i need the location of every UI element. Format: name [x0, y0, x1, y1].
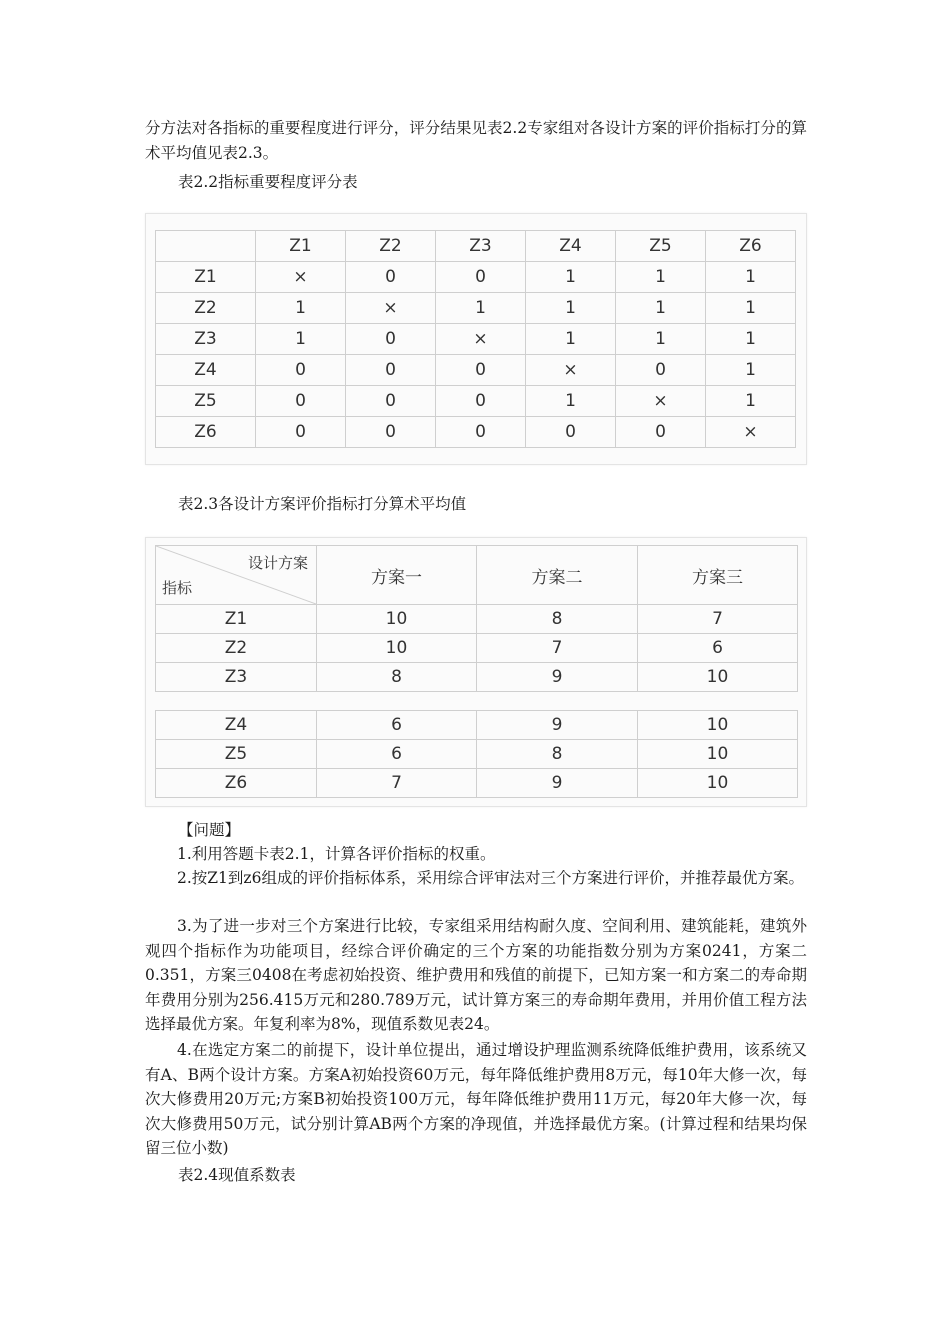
table-cell: 0 — [346, 386, 436, 417]
table-cell: 0 — [436, 417, 526, 448]
table22-corner-cell — [156, 231, 256, 262]
table-cell: × — [616, 386, 706, 417]
row-label-cell: Z1 — [156, 605, 317, 634]
scheme-score-table-lower — [155, 710, 798, 798]
question-4: 4.在选定方案二的前提下，设计单位提出，通过增设护理监测系统降低维护费用，该系统又有A、B两个设计方案。方案A初始投资60万元，每年降低维护费用8万元，每10年大修一次，每次大修费用20万元;方案B初始投资100万元，每年降低维护费用11万元，每20年大修一次，每次大修费用50万元，试分别计算AB两个方案的净现值，并选择最优方案。(计算过程和结果均保留三位小数) — [145, 1041, 807, 1157]
table-cell: 1 — [616, 293, 706, 324]
row-label-cell: Z1 — [156, 262, 256, 293]
table-cell: 7 — [477, 634, 638, 663]
question-3: 3.为了进一步对三个方案进行比较，专家组采用结构耐久度、空间利用、建筑能耗，建筑外观四个指标作为功能项目，经综合评价确定的三个方案的功能指数分别为方案0241，方案二0.351，方案三0408在考虑初始投资、维护费用和残值的前提下，已知方案一和方案二的寿命期年费用分别为256.415万元和280.789万元，试计算方案三的寿命期年费用，并用价值工程方法选择最优方案。年复利率为8%，现值系数见表24。 — [145, 917, 807, 1033]
table22-header-cell: Z4 — [526, 231, 616, 262]
importance-score-table — [155, 230, 796, 448]
table-cell: 1 — [616, 262, 706, 293]
table23-corner-cell — [156, 546, 317, 605]
table-cell: 10 — [638, 663, 798, 692]
question-2: 2.按Z1到z6组成的评价指标体系，采用综合评审法对三个方案进行评价，并推荐最优方案。 — [177, 869, 804, 887]
scheme-score-table-upper — [155, 545, 798, 692]
table-cell: 0 — [436, 386, 526, 417]
header-scheme-3: 方案三 — [638, 546, 798, 605]
row-label-cell: Z4 — [156, 711, 317, 740]
table-cell: 1 — [706, 293, 796, 324]
table-row — [156, 417, 796, 448]
table-row — [156, 711, 798, 740]
table-cell: 1 — [706, 262, 796, 293]
row-label-cell: Z2 — [156, 293, 256, 324]
row-label-cell: Z4 — [156, 355, 256, 386]
table-cell: 9 — [477, 769, 638, 798]
table-cell: 0 — [526, 417, 616, 448]
table-cell: 9 — [477, 663, 638, 692]
table-cell: 0 — [256, 386, 346, 417]
question-1: 1.利用答题卡表2.1，计算各评价指标的权重。 — [177, 845, 496, 863]
table-row — [156, 355, 796, 386]
row-label-cell: Z3 — [156, 663, 317, 692]
table-cell: 1 — [526, 386, 616, 417]
table-cell: 10 — [638, 769, 798, 798]
row-label-cell: Z6 — [156, 417, 256, 448]
table-cell: 7 — [638, 605, 798, 634]
corner-label-scheme: 设计方案 — [247, 554, 308, 572]
table22-header-cell: Z3 — [436, 231, 526, 262]
table-cell: 0 — [616, 355, 706, 386]
table-row — [156, 634, 798, 663]
table-cell: 1 — [706, 324, 796, 355]
table-row — [156, 293, 796, 324]
table-cell: 0 — [256, 417, 346, 448]
row-label-cell: Z5 — [156, 386, 256, 417]
row-label-cell: Z3 — [156, 324, 256, 355]
table-cell: 8 — [477, 605, 638, 634]
table-cell: 10 — [317, 634, 477, 663]
table-cell: 0 — [436, 262, 526, 293]
table23-header-row — [156, 546, 798, 605]
table-row — [156, 740, 798, 769]
table-cell: 6 — [317, 711, 477, 740]
table-cell: 1 — [256, 293, 346, 324]
table-cell: 1 — [616, 324, 706, 355]
table-cell: 0 — [346, 324, 436, 355]
table-row — [156, 324, 796, 355]
table22-header-cell: Z5 — [616, 231, 706, 262]
table-cell: 1 — [526, 293, 616, 324]
table-cell: 1 — [436, 293, 526, 324]
row-label-cell: Z2 — [156, 634, 317, 663]
table-row — [156, 386, 796, 417]
table-cell: 0 — [256, 355, 346, 386]
table-cell: × — [256, 262, 346, 293]
header-scheme-1: 方案一 — [317, 546, 477, 605]
table-cell: 1 — [256, 324, 346, 355]
table-cell: 0 — [346, 355, 436, 386]
intro-paragraph: 分方法对各指标的重要程度进行评分，评分结果见表2.2专家组对各设计方案的评价指标打分的算术平均值见表2.3。 — [145, 119, 807, 162]
table-cell: 10 — [638, 740, 798, 769]
table-cell: 1 — [706, 386, 796, 417]
table22-caption: 表2.2指标重要程度评分表 — [178, 173, 358, 191]
table22-header-cell: Z6 — [706, 231, 796, 262]
row-label-cell: Z6 — [156, 769, 317, 798]
table-cell: 0 — [436, 355, 526, 386]
table-row — [156, 769, 798, 798]
row-label-cell: Z5 — [156, 740, 317, 769]
questions-heading: 【问题】 — [178, 821, 241, 839]
table-cell: 0 — [616, 417, 706, 448]
table22-header-cell: Z1 — [256, 231, 346, 262]
table-cell: × — [346, 293, 436, 324]
table-row — [156, 605, 798, 634]
table-cell: 7 — [317, 769, 477, 798]
corner-label-indicator: 指标 — [162, 579, 193, 597]
table24-caption: 表2.4现值系数表 — [178, 1166, 296, 1184]
table-row — [156, 262, 796, 293]
table-cell: 0 — [346, 417, 436, 448]
table23-caption: 表2.3各设计方案评价指标打分算术平均值 — [178, 495, 467, 513]
table22-header-cell: Z2 — [346, 231, 436, 262]
table-cell: × — [436, 324, 526, 355]
table-cell: 8 — [317, 663, 477, 692]
table22-header-row — [156, 231, 796, 262]
table-cell: 1 — [526, 324, 616, 355]
table-cell: × — [526, 355, 616, 386]
table-cell: 10 — [317, 605, 477, 634]
table-cell: 10 — [638, 711, 798, 740]
table-cell: 1 — [706, 355, 796, 386]
table-cell: × — [706, 417, 796, 448]
table-cell: 1 — [526, 262, 616, 293]
table-cell: 9 — [477, 711, 638, 740]
header-scheme-2: 方案二 — [477, 546, 638, 605]
table-cell: 0 — [346, 262, 436, 293]
table-cell: 8 — [477, 740, 638, 769]
table-row — [156, 663, 798, 692]
table-cell: 6 — [317, 740, 477, 769]
table-cell: 6 — [638, 634, 798, 663]
